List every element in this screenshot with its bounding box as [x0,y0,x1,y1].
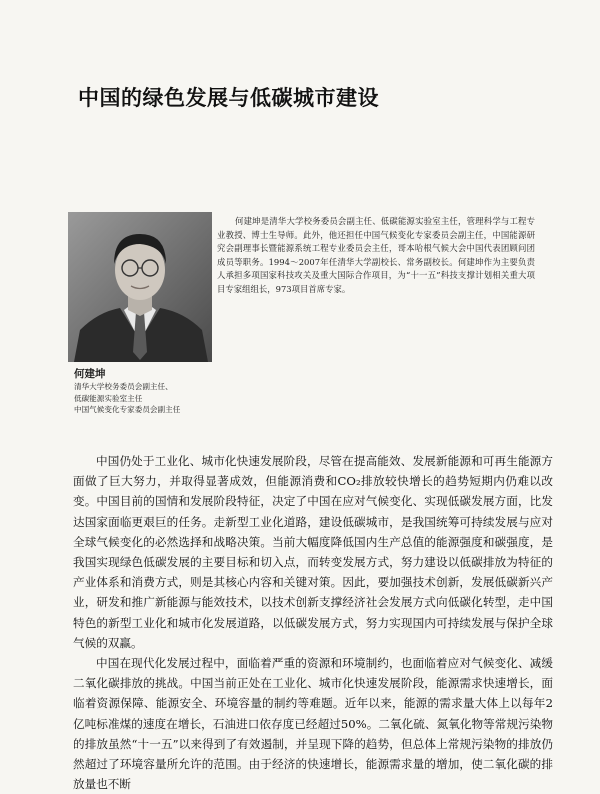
body-paragraph: 中国仍处于工业化、城市化快速发展阶段，尽管在提高能效、发展新能源和可再生能源方面做了巨大努力，并取得显著成效，但能源消费和CO₂排放较快增长的趋势短期内仍难以改变。中国目前的国情和发展阶段特征，决定了中国在应对气候变化、实现低碳发展方面，比发达国家面临更艰巨的任务。走新型工业化道路，建设低碳城市，是我国统筹可持续发展与应对全球气候变化的必然选择和战略决策。当前大幅度降低国内生产总值的能源强度和碳强度，是我国实现绿色低碳发展的主要目标和切入点，而转变发展方式，努力建设以低碳排放为特征的产业体系和消费方式，则是其核心内容和关键对策。因此，要加强技术创新，发展低碳新兴产业，研发和推广新能源与能效技术，以技术创新支撑经济社会发展方式向低碳化转型，走中国特色的新型工业化和城市化发展道路，以低碳发展方式，努力实现国内可持续发展与保护全球气候的双赢。 [73,454,553,650]
article-title: 中国的绿色发展与低碳城市建设 [78,86,379,110]
body-paragraph: 中国在现代化发展过程中，面临着严重的资源和环境制约，也面临着应对气候变化、减缓二氧化碳排放的挑战。中国当前正处在工业化、城市化快速发展阶段，能源需求快速增长，面临着资源保障、能源安全、环境容量的制约等难题。近年以来，能源的需求量大体上以每年2亿吨标准煤的速度在增长，石油进口依存度已经超过50%。二氧化硫、氮氧化物等常规污染物的排放虽然“十一五”以来得到了有效遏制，并呈现下降的趋势，但总体上常规污染物的排放仍然超过了环境容量所允许的范围。由于经济的快速增长，能源需求量的增加，使二氧化碳的排放量也不断 [73,656,553,792]
author-portrait-image [68,212,212,362]
author-photo [68,212,212,362]
author-title-line: 低碳能源实验室主任 [74,393,143,403]
author-name: 何建坤 [74,368,106,380]
article-body [73,451,553,794]
author-titles [74,381,180,416]
author-title-line: 清华大学校务委员会副主任、 [74,382,173,391]
author-bio: 何建坤是清华大学校务委员会副主任、低碳能源实验室主任，管理科学与工程专业教授、博士生导师。此外，他还担任中国气候变化专家委员会副主任，中国能源研究会副理事长暨能源系统工程专业委员会主任，哥本哈根气候大会中国代表团顾问团成员等职务。1994～2007年任清华大学副校长、常务副校长。何建坤作为主要负责人承担多项国家科技攻关及重大国际合作项目，为“十一五”科技支撑计划相关重大项目专家组组长，973项目首席专家。 [217,216,535,294]
author-title-line: 中国气候变化专家委员会副主任 [74,405,181,415]
